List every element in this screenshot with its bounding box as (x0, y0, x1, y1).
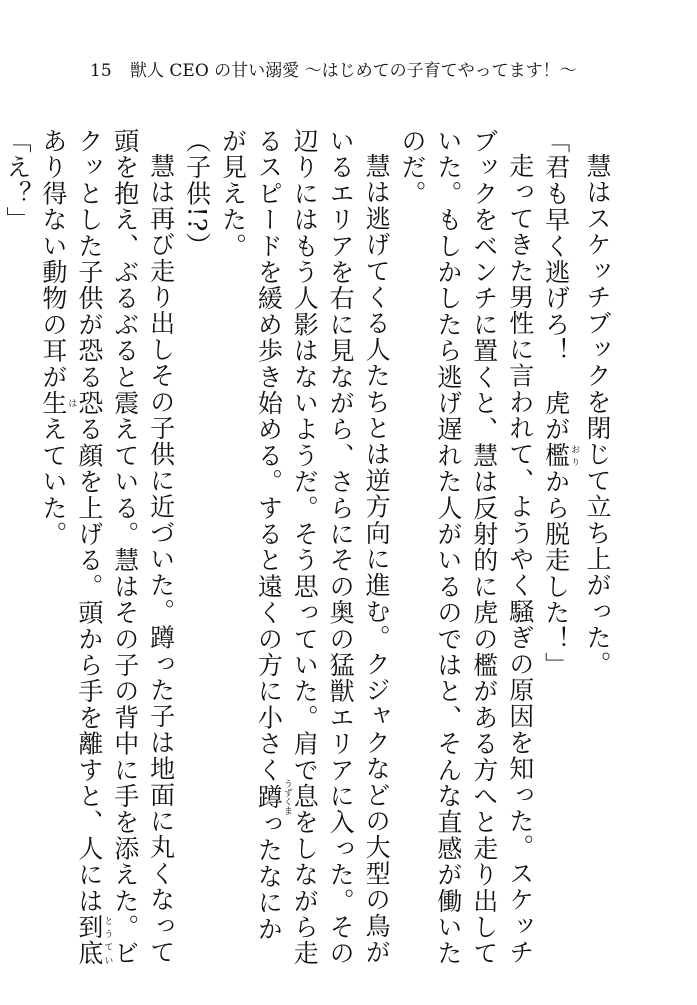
paragraph-text: 慧は再び走り出しその子供に近づいた。蹲った子は地面に丸くなって頭を抱え、ぶるぶると震えている。慧はその子の背中に手を添えた。ビクッとした子供が恐る恐る顔を上げる。頭から手を離すと、人には (74, 128, 176, 967)
paragraph-text: えていた。 (38, 416, 68, 548)
running-title: 獣人 CEO の甘い溺愛 〜はじめての子育てやってます！〜 (130, 61, 577, 81)
paragraph-text: 慧はスケッチブックを閉じて立ち上がった。 (583, 153, 612, 677)
body-text (3, 128, 615, 968)
paragraph (35, 128, 179, 968)
paragraph-text: 慧は逃げてくる人たちとは逆方向に進む。クジャクなどの大型の鳥がいるエリアを右に見ながら、さらにその奥の猛獣エリアに入った。その辺りにはもう人影はないようだ。そう思っていた。肩で息をしながら走るスピードを緩め歩き始める。すると遠くの方に小さく (254, 128, 392, 967)
paragraph (215, 128, 395, 968)
paragraph (394, 128, 538, 968)
ruby-reading: おり (569, 442, 580, 469)
ruby-annotation (254, 779, 292, 815)
dialogue-text: 「君も早く逃げろ！ 虎が (541, 128, 571, 443)
ruby-annotation (38, 390, 77, 417)
ruby-base: 生 (38, 390, 68, 417)
ruby-annotation (541, 442, 580, 469)
dialogue-text: 「え？」 (3, 128, 32, 233)
paragraph-text: ったなにかが見えた。 (218, 128, 284, 942)
ruby-reading: は (66, 390, 77, 417)
paragraph-text: あり得ない動物の耳が (38, 128, 68, 390)
ruby-base: 檻 (541, 442, 571, 469)
page-number: 15 (90, 61, 112, 81)
ruby-reading: とうてい (102, 914, 113, 967)
ruby-base: 蹲 (254, 779, 284, 815)
dialogue-line (0, 128, 35, 968)
inner-thought (179, 128, 215, 968)
ruby-reading: うずくま (281, 779, 292, 815)
dialogue-text: から脱走した！」 (541, 468, 571, 679)
running-header (90, 58, 657, 84)
dialogue-line (538, 128, 579, 968)
paragraph-text: 走ってきた男性に言われて、ようやく騒ぎの原因を知った。スケッチブックをベンチに置くと、慧は反射的に虎の檻がある方へと走り出していた。もしかしたら逃げ遅れた人がいるのではと、そんな直感が働いたのだ。 (397, 128, 535, 967)
ruby-annotation (74, 914, 113, 967)
paragraph (579, 128, 615, 968)
ruby-base: 到底 (74, 914, 104, 967)
inner-thought-text: （子供!?） (182, 128, 212, 259)
